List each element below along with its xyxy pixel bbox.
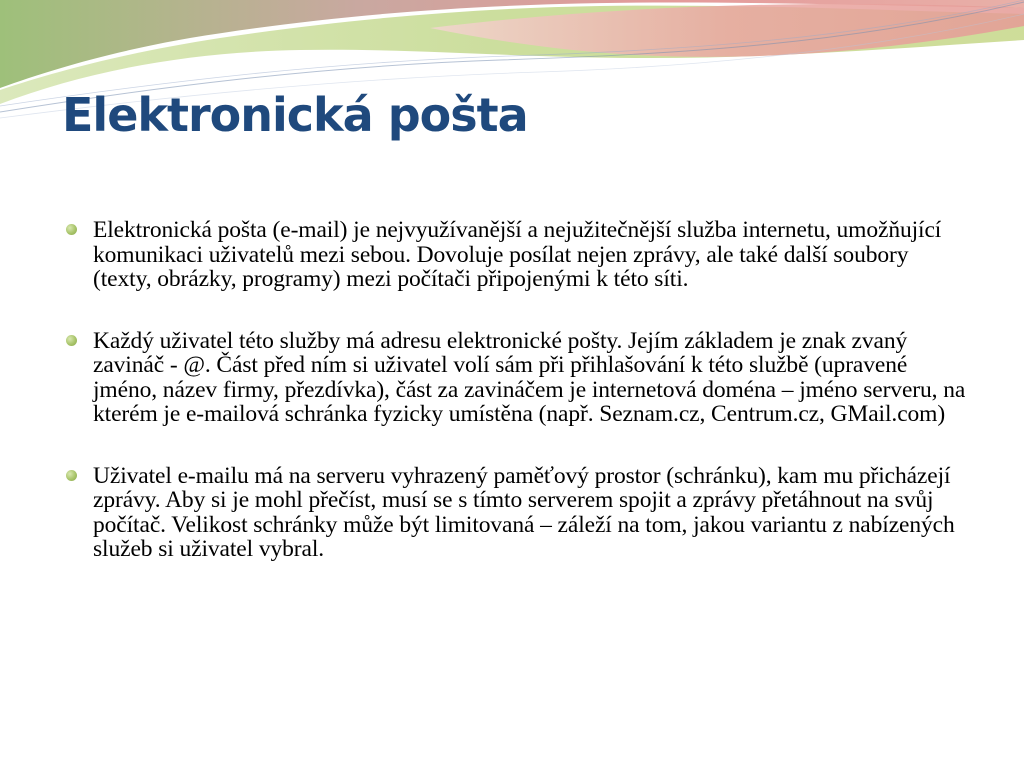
bullet-item <box>66 464 971 562</box>
bullet-list <box>66 218 971 562</box>
bullet-text: Elektronická pošta (e-mail) je nejvyužívanější a nejužitečnější služba internetu, umožňující komunikaci uživatelů mezi sebou. Dovoluje posílat nejen zprávy, ale také další soubory (texty, obrázky, programy) mezi počítači připojenými k této síti. <box>93 217 942 292</box>
bullet-item <box>66 329 971 427</box>
bullet-dot-icon <box>66 224 77 235</box>
slide-title: Elektronická pošta <box>62 88 528 142</box>
bullet-dot-icon <box>66 470 77 481</box>
bullet-text: Uživatel e-mailu má na serveru vyhrazený paměťový prostor (schránku), kam mu přicházejí zprávy. Aby si je mohl přečíst, musí se s tímto serverem spojit a zprávy přetáhnout na svůj počítač. Velikost schránky může být limitovaná – záleží na tom, jakou variantu z nabízených služeb si uživatel vybral. <box>93 462 955 562</box>
bullet-dot-icon <box>66 335 77 346</box>
bullet-text: Každý uživatel této služby má adresu elektronické pošty. Jejím základem je znak zvaný zavináč - @. Část před ním si uživatel volí sám při přihlašování k této službě (upravené jméno, název firmy, přezdívka), část za zavináčem je internetová doména – jméno serveru, na kterém je e-mailová schránka fyzicky umístěna (např. Seznam.cz, Centrum.cz, GMail.com) <box>93 327 966 427</box>
bullet-item <box>66 218 971 292</box>
